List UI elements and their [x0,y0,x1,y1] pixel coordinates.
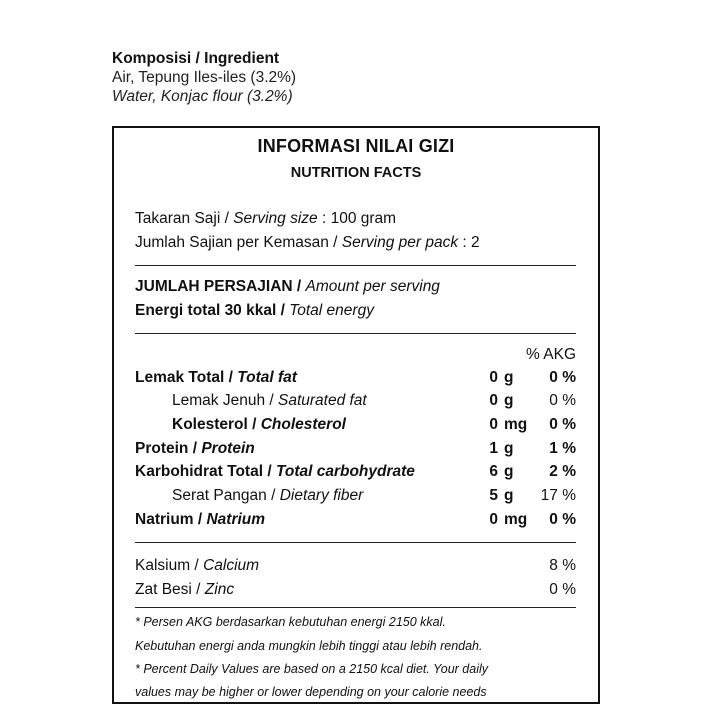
nutrient-unit: g [504,369,514,386]
nutrient-pct: 0 % [549,416,576,433]
nutrient-pct: 17 % [540,487,576,504]
nutrient-row-total-carbohydrate [135,463,415,481]
mineral-row-calcium [135,557,259,575]
servings-per-pack-label: Jumlah Sajian per Kemasan / [135,234,342,251]
nutrient-label: Natrium / [135,511,207,528]
nutrition-title-english: NUTRITION FACTS [290,165,422,181]
nutrient-label: Karbohidrat Total / [135,463,276,480]
serving-size-row [135,210,396,228]
nutrient-row-cholesterol [172,416,346,434]
serving-size-value: : 100 gram [317,210,397,227]
nutrient-label-en: Total carbohydrate [275,463,415,480]
servings-per-pack-row [135,234,480,252]
mineral-pct: 8 % [549,557,576,574]
nutrient-label-en: Cholesterol [260,416,346,433]
nutrient-pct: 0 % [549,511,576,528]
energy-row [135,302,374,320]
mineral-label: Zat Besi / [135,581,205,598]
nutrient-label-en: Protein [201,440,255,457]
mineral-label-en: Zinc [204,581,235,598]
energy-label: Energi total 30 kkal / [135,302,290,319]
pct-akg-header: % AKG [526,346,576,363]
energy-label-en: Total energy [289,302,374,319]
divider [135,265,576,266]
mineral-label: Kalsium / [135,557,204,574]
servings-per-pack-label-en: Serving per pack [341,234,459,251]
serving-size-label: Takaran Saji / [135,210,234,227]
amount-per-serving-label-en: Amount per serving [305,278,440,295]
nutrient-pct: 1 % [549,440,576,457]
nutrient-pct: 2 % [549,463,576,480]
footnote: Kebutuhan energi anda mungkin lebih tinggi atau lebih rendah. [135,639,483,653]
footnote: * Persen AKG berdasarkan kebutuhan energi 2150 kkal. [135,615,446,629]
nutrient-label-en: Total fat [237,369,297,386]
nutrient-pct: 0 % [549,369,576,386]
nutrient-amount: 1 [489,440,498,457]
nutrient-label: Protein / [135,440,202,457]
nutrient-amount: 0 [489,392,498,409]
footnote: values may be higher or lower depending on your calorie needs [135,685,487,699]
nutrient-row-dietary-fiber [172,487,363,505]
servings-per-pack-value: : 2 [458,234,480,251]
nutrient-label-en: Natrium [206,511,266,528]
divider [135,333,576,334]
footnote: * Percent Daily Values are based on a 2150 kcal diet. Your daily [135,662,488,676]
nutrient-unit: g [504,463,514,480]
ingredients-heading: Komposisi / Ingredient [112,50,280,67]
amount-per-serving-label: JUMLAH PERSAJIAN / [135,278,306,295]
mineral-pct: 0 % [549,581,576,598]
nutrition-title-indonesian: INFORMASI NILAI GIZI [257,136,455,156]
mineral-row-zinc [135,581,234,599]
nutrient-row-saturated-fat [172,392,367,410]
nutrient-amount: 0 [489,369,498,386]
nutrient-row-total-fat [135,369,297,387]
mineral-label-en: Calcium [203,557,260,574]
nutrient-unit: mg [504,511,528,528]
ingredients-block [112,49,296,106]
nutrient-amount: 5 [489,487,498,504]
nutrient-unit: g [504,487,514,504]
amount-per-serving-row [135,278,440,296]
nutrient-unit: g [504,392,514,409]
nutrient-label: Kolesterol / [172,416,261,433]
nutrition-facts-panel [112,126,600,704]
nutrient-label: Lemak Total / [135,369,238,386]
nutrient-label-en: Saturated fat [277,392,367,409]
nutrient-unit: g [504,440,514,457]
nutrient-row-protein [135,440,255,458]
divider [135,607,576,608]
nutrient-unit: mg [504,416,528,433]
nutrient-amount: 0 [489,416,498,433]
nutrient-row-natrium [135,511,265,529]
nutrient-label-en: Dietary fiber [279,487,364,504]
nutrient-pct: 0 % [549,392,576,409]
nutrient-label: Serat Pangan / [172,487,280,504]
serving-size-label-en: Serving size [233,210,318,227]
ingredients-list-indonesian: Air, Tepung Iles-iles (3.2%) [112,69,297,86]
nutrient-amount: 6 [489,463,498,480]
ingredients-list-english: Water, Konjac flour (3.2%) [112,88,293,105]
divider [135,542,576,543]
nutrient-amount: 0 [489,511,498,528]
nutrient-label: Lemak Jenuh / [172,392,278,409]
